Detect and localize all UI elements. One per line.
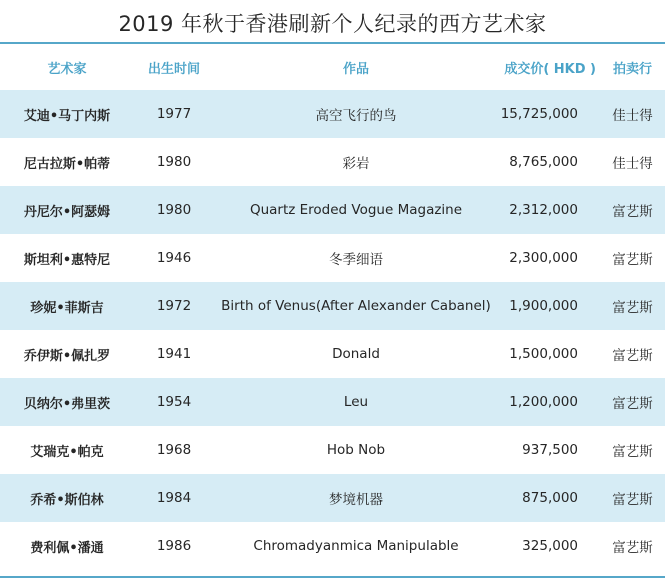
cell-birth-year: 1984 <box>156 490 192 506</box>
bottom-divider <box>0 576 665 578</box>
cell-work: 彩岩 <box>342 156 370 172</box>
cell-birth-year: 1972 <box>156 298 192 314</box>
cell-auction-house: 佳士得 <box>612 156 653 172</box>
cell-artist: 艾瑞克•帕克 <box>30 444 104 460</box>
cell-birth-year: 1946 <box>156 250 192 266</box>
column-header-birth-year: 出生时间 <box>147 61 200 77</box>
cell-auction-house: 佳士得 <box>612 108 653 124</box>
table-row <box>0 138 665 186</box>
column-header-work: 作品 <box>342 61 369 77</box>
table-body <box>0 90 665 570</box>
cell-artist: 费利佩•潘通 <box>30 540 104 556</box>
cell-price: 8,765,000 <box>509 154 578 170</box>
table-row <box>0 282 665 330</box>
table-row <box>0 234 665 282</box>
cell-auction-house: 富艺斯 <box>612 396 653 412</box>
cell-work: Hob Nob <box>326 442 386 458</box>
table-row <box>0 378 665 426</box>
cell-auction-house: 富艺斯 <box>612 540 653 556</box>
cell-birth-year: 1977 <box>156 106 192 122</box>
cell-auction-house: 富艺斯 <box>612 204 653 220</box>
cell-auction-house: 富艺斯 <box>612 252 653 268</box>
cell-work: Donald <box>332 346 380 362</box>
cell-price: 875,000 <box>522 490 578 506</box>
cell-birth-year: 1980 <box>156 154 192 170</box>
cell-work: Birth of Venus(After Alexander Cabanel) <box>221 298 491 314</box>
table-row <box>0 186 665 234</box>
cell-price: 937,500 <box>522 442 578 458</box>
cell-price: 1,900,000 <box>509 298 578 314</box>
cell-price: 1,500,000 <box>509 346 578 362</box>
cell-price: 2,300,000 <box>509 250 578 266</box>
cell-price: 2,312,000 <box>509 202 578 218</box>
table-row <box>0 330 665 378</box>
cell-work: 冬季细语 <box>329 252 383 268</box>
cell-work: 梦境机器 <box>329 492 383 508</box>
cell-birth-year: 1954 <box>156 394 192 410</box>
cell-work: 高空飞行的鸟 <box>315 108 397 124</box>
cell-auction-house: 富艺斯 <box>612 300 653 316</box>
column-header-artist: 艺术家 <box>47 61 87 77</box>
cell-artist: 乔伊斯•佩扎罗 <box>23 348 111 364</box>
records-table <box>0 44 665 570</box>
cell-artist: 尼古拉斯•帕蒂 <box>23 156 111 172</box>
cell-price: 325,000 <box>522 538 578 554</box>
cell-work: Quartz Eroded Vogue Magazine <box>249 202 463 218</box>
cell-price: 15,725,000 <box>500 106 578 122</box>
cell-artist: 贝纳尔•弗里茨 <box>23 396 111 412</box>
cell-work: Chromadyanmica Manipulable <box>253 538 459 554</box>
column-header-price: 成交价( HKD ) <box>504 61 596 77</box>
cell-birth-year: 1941 <box>156 346 192 362</box>
cell-auction-house: 富艺斯 <box>612 348 653 364</box>
cell-artist: 乔希•斯伯林 <box>30 492 104 508</box>
column-header-auction-house: 拍卖行 <box>612 61 652 77</box>
cell-work: Leu <box>343 394 369 410</box>
cell-birth-year: 1968 <box>156 442 192 458</box>
cell-artist: 丹尼尔•阿瑟姆 <box>23 204 111 220</box>
cell-birth-year: 1980 <box>156 202 192 218</box>
table-title: 2019 年秋于香港刷新个人纪录的西方艺术家 <box>118 12 547 36</box>
cell-birth-year: 1986 <box>156 538 192 554</box>
header-row <box>0 44 665 90</box>
cell-artist: 斯坦利•惠特尼 <box>23 252 111 268</box>
table-row <box>0 522 665 570</box>
cell-auction-house: 富艺斯 <box>612 444 653 460</box>
cell-auction-house: 富艺斯 <box>612 492 653 508</box>
cell-artist: 艾迪•马丁内斯 <box>23 108 111 124</box>
table-row <box>0 426 665 474</box>
table-row <box>0 90 665 138</box>
cell-price: 1,200,000 <box>509 394 578 410</box>
cell-artist: 珍妮•菲斯吉 <box>30 300 104 316</box>
table-row <box>0 474 665 522</box>
